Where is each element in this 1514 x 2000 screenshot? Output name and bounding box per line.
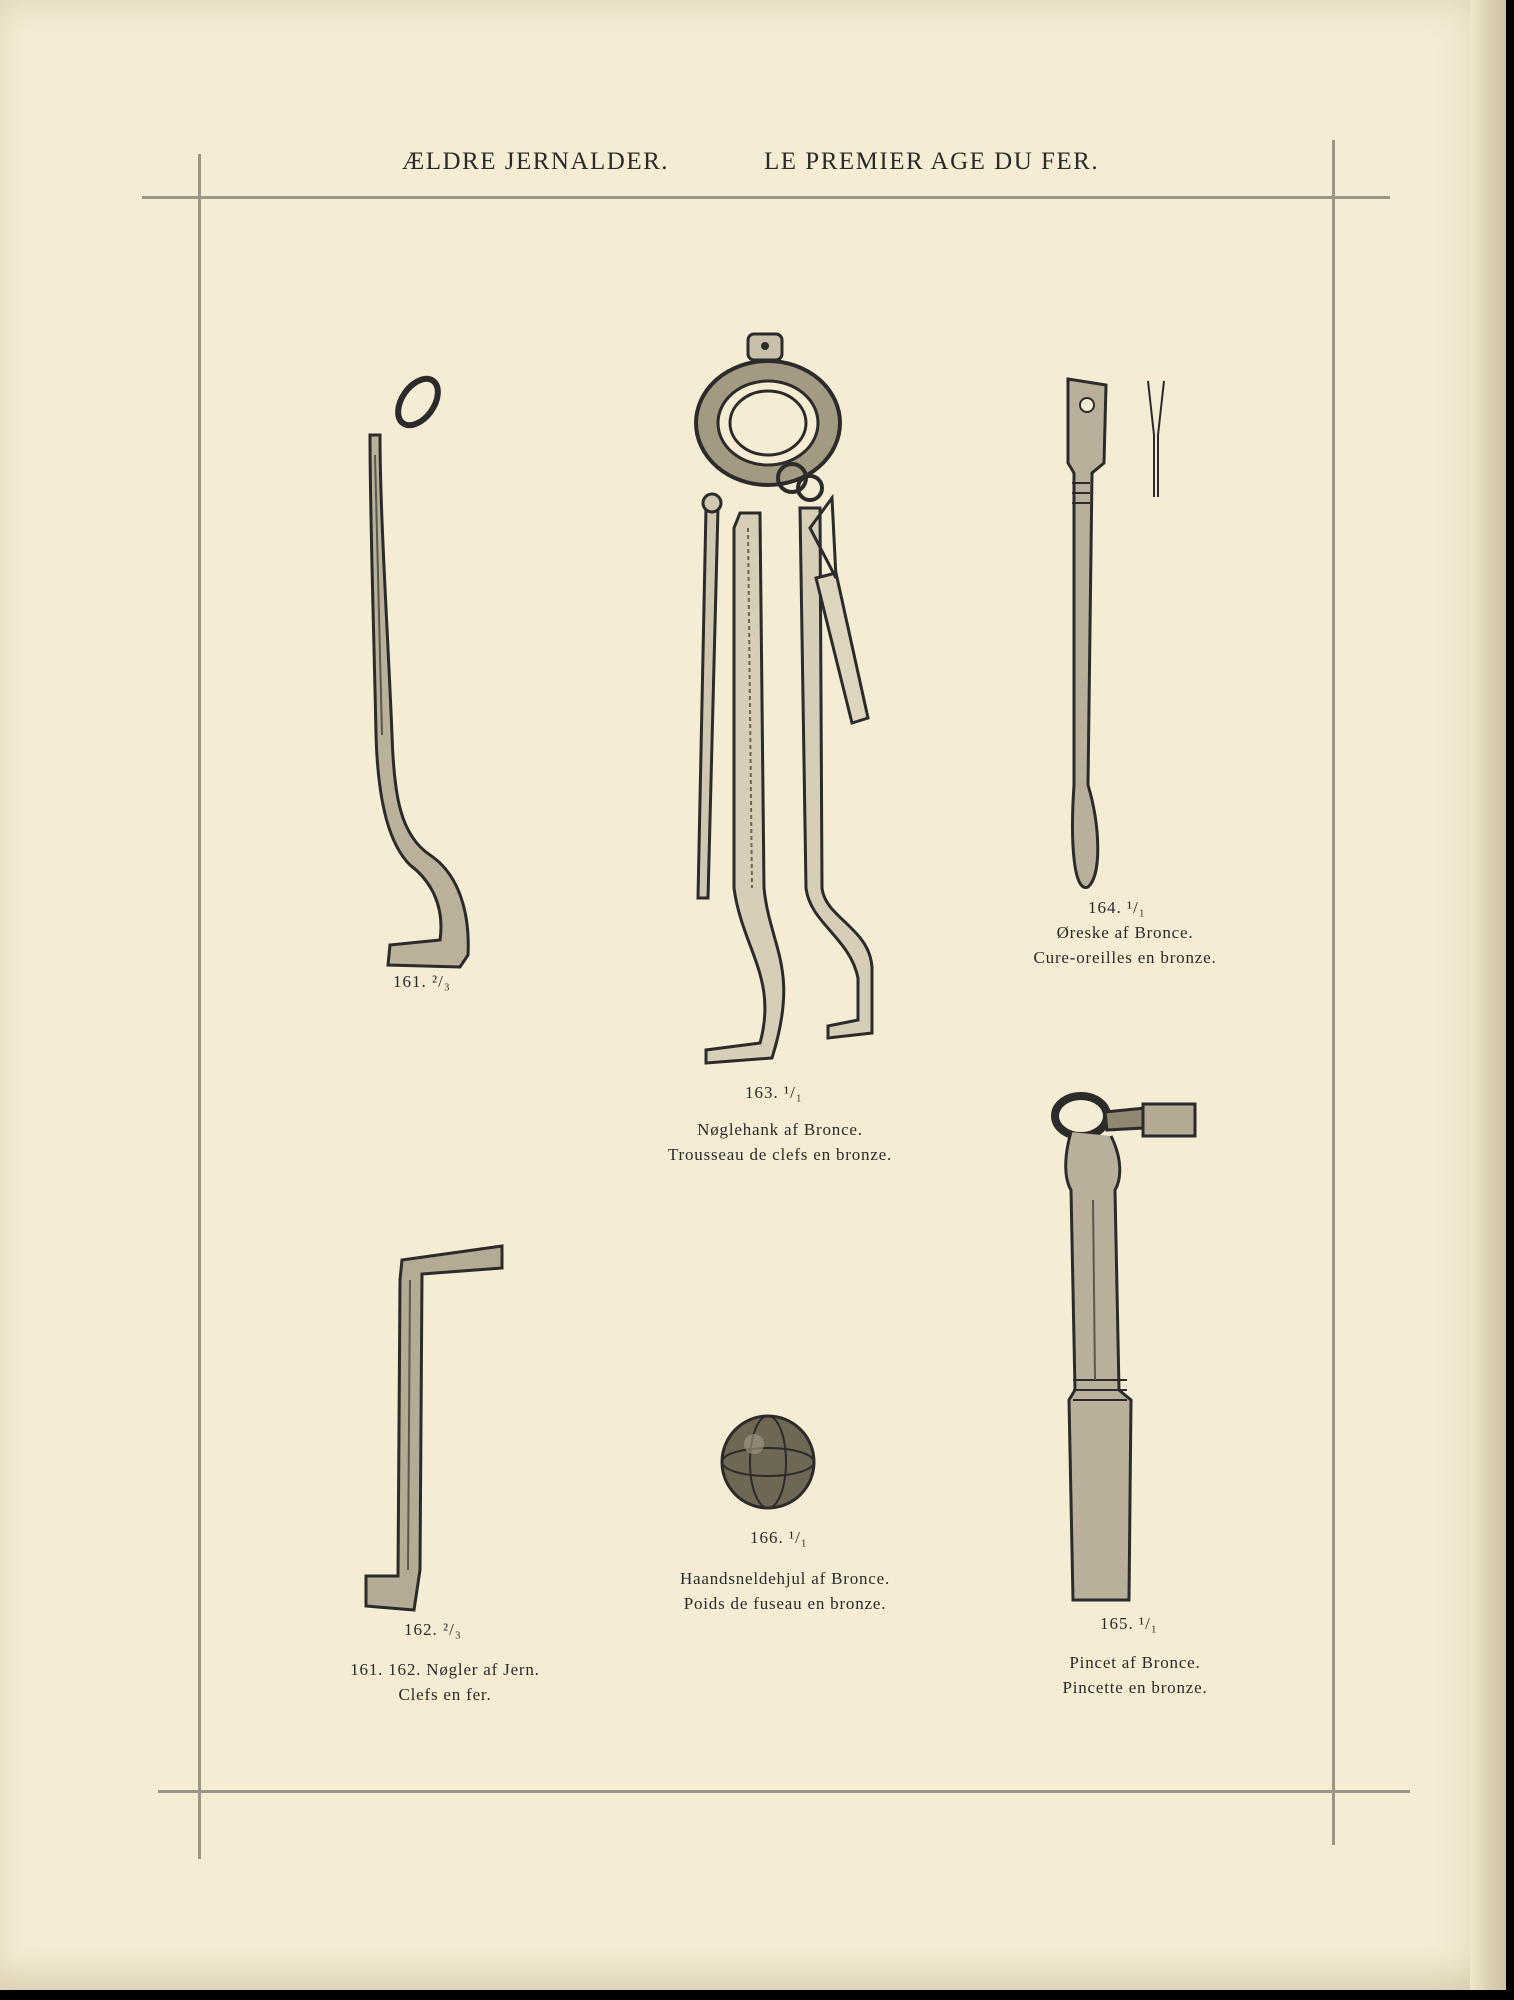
caption-165-danish: Pincet af Bronce.	[1069, 1653, 1201, 1672]
caption-163	[620, 1117, 940, 1167]
caption-166	[640, 1566, 930, 1616]
caption-166-danish: Haandsneldehjul af Bronce.	[679, 1569, 891, 1588]
key-ring-163-illustration	[660, 328, 900, 1073]
caption-165-french: Pincette en bronze.	[1062, 1678, 1208, 1697]
tweezers-165-illustration	[1045, 1090, 1215, 1610]
header-left-title: ÆLDRE JERNALDER.	[402, 148, 670, 175]
caption-166-french: Poids de fuseau en bronze.	[683, 1594, 887, 1613]
figure-163-label: 163. ¹/₁	[745, 1083, 803, 1102]
frame-right-rule	[1332, 140, 1335, 1845]
frame-left-rule	[198, 154, 201, 1859]
figure-162-label: 162. ²/₃	[404, 1620, 462, 1639]
key-162-illustration	[362, 1240, 512, 1620]
caption-165	[1025, 1650, 1245, 1700]
book-spine-edge	[1470, 0, 1506, 1990]
frame-top-rule	[142, 196, 1390, 199]
figure-161-label: 161. ²/₃	[393, 972, 451, 991]
caption-163-french: Trousseau de clefs en bronze.	[667, 1145, 893, 1164]
caption-164-danish: Øreske af Bronce.	[1056, 923, 1194, 942]
figure-165-label: 165. ¹/₁	[1100, 1614, 1158, 1633]
caption-161-162-danish: 161. 162. Nøgler af Jern.	[350, 1660, 540, 1679]
frame-bottom-rule	[158, 1790, 1410, 1793]
figure-166-label: 166. ¹/₁	[750, 1528, 808, 1547]
caption-161-162-french: Clefs en fer.	[398, 1685, 492, 1704]
ear-scoop-164-illustration	[1060, 375, 1180, 895]
caption-164	[1000, 920, 1250, 970]
spindle-whorl-166-illustration	[718, 1412, 818, 1512]
caption-163-danish: Nøglehank af Bronce.	[697, 1120, 863, 1139]
key-161-illustration	[370, 375, 490, 975]
caption-161-162	[300, 1657, 590, 1707]
caption-164-french: Cure-oreilles en bronze.	[1033, 948, 1217, 967]
figure-164-label: 164. ¹/₁	[1088, 898, 1146, 917]
header-right-title: LE PREMIER AGE DU FER.	[764, 148, 1100, 175]
